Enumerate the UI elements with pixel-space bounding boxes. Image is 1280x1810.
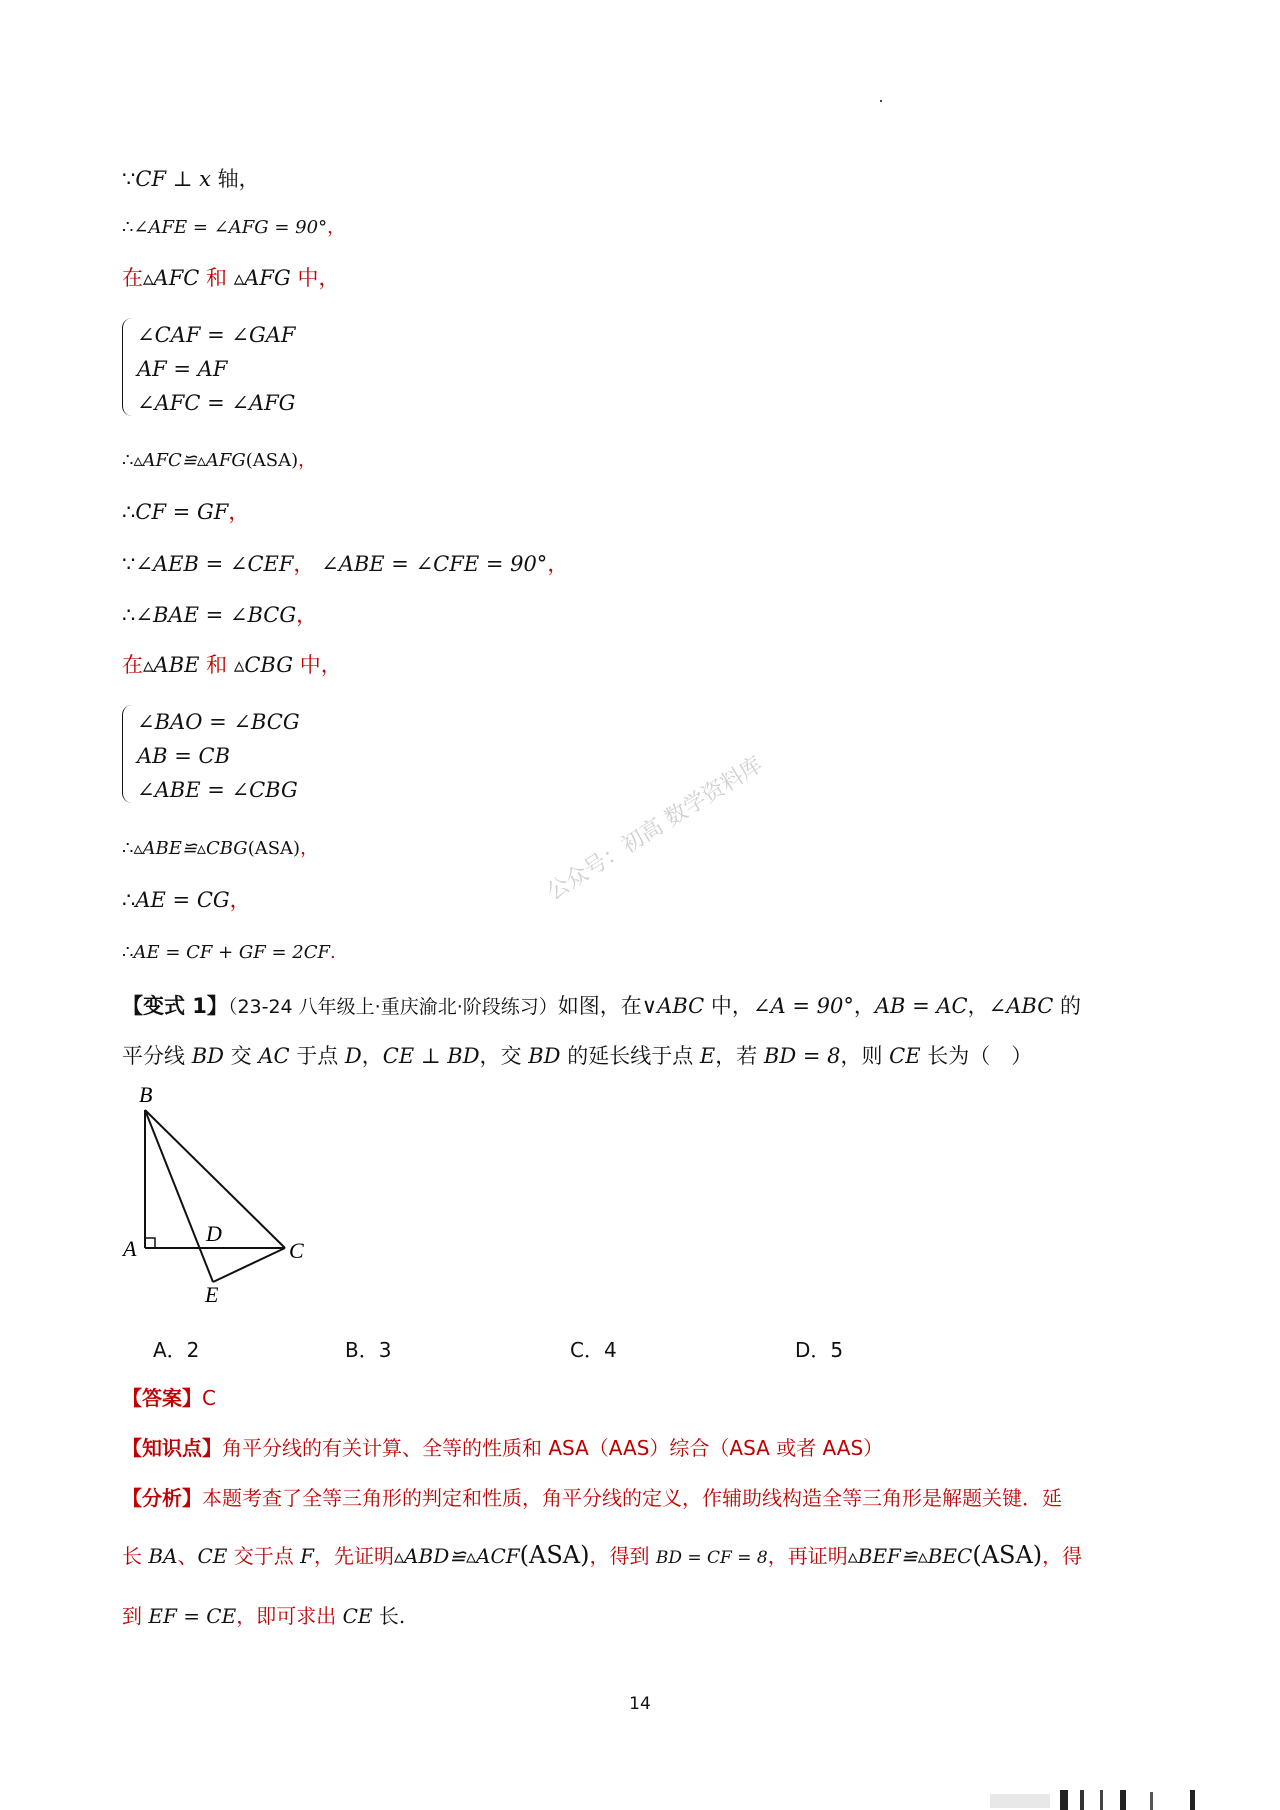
watermark: 公众号：初高 数学资料库	[542, 752, 768, 906]
knowledge-tag: 【知识点】	[122, 1436, 222, 1460]
equation-system-1: ∠CAF = ∠GAF AF = AF ∠AFC = ∠AFG	[137, 323, 296, 415]
speck	[880, 100, 882, 102]
analysis-line-3: 到 EF = CE，即可求出 CE 长.	[122, 1604, 406, 1628]
right-angle-mark	[145, 1238, 155, 1248]
analysis-line-1: 【分析】本题考查了全等三角形的判定和性质，角平分线的定义，作辅助线构造全等三角形是解题关键．延	[122, 1486, 1062, 1510]
question-source: （23-24 八年级上·重庆渝北·阶段练习）	[227, 996, 558, 1018]
option-c[interactable]: C．4	[570, 1338, 617, 1362]
answer-tag: 【答案】	[122, 1386, 202, 1410]
label-a: A	[123, 1236, 137, 1261]
page-number: 14	[629, 1694, 651, 1714]
label-e: E	[205, 1282, 219, 1307]
label-c: C	[289, 1238, 304, 1263]
answer-value: C	[202, 1386, 216, 1410]
proof-line-9: ∴▵ABE≌▵CBG(ASA)，	[122, 838, 319, 859]
proof-line-11: ∴AE = CF + GF = 2CF.	[122, 942, 336, 963]
proof-line-2: ∴∠AFE = ∠AFG = 90°，	[122, 217, 346, 238]
proof-line-10: ∴AE = CG，	[122, 888, 251, 912]
question-line-2: 平分线 BD 交 AC 于点 D，CE ⊥ BD，交 BD 的延长线于点 E，若 BD = 8，则 CE 长为（ ）	[122, 1044, 1033, 1068]
proof-line-3: 在▵AFC 和 ▵AFG 中，	[122, 266, 340, 290]
proof-line-5: ∴CF = GF，	[122, 500, 250, 524]
knowledge-text: 角平分线的有关计算、全等的性质和 ASA（AAS）综合（ASA 或者 AAS）	[222, 1436, 884, 1460]
question-line-1: 【变式 1】（23-24 八年级上·重庆渝北·阶段练习）如图，在∨ABC 中，∠A = 90°，AB = AC，∠ABC 的	[122, 994, 1081, 1018]
knowledge-line	[122, 1432, 883, 1461]
equation-system-2: ∠BAO = ∠BCG AB = CB ∠ABE = ∠CBG	[137, 710, 300, 802]
segment-be	[145, 1110, 213, 1282]
triangle-figure	[115, 1080, 335, 1310]
system-brace-1	[122, 318, 133, 416]
analysis-line-2: 长 BA、CE 交于点 F，先证明▵ABD≌▵ACF(ASA)，得到 BD = CF = 8，再证明▵BEF≌▵BEC(ASA)，得	[122, 1541, 1083, 1569]
label-d: D	[206, 1221, 222, 1246]
label-b: B	[139, 1082, 153, 1107]
scan-artifact	[990, 1790, 1250, 1810]
proof-line-4: ∴▵AFC≌▵AFG(ASA)，	[122, 450, 317, 471]
because-symbol: ∵	[122, 167, 136, 191]
proof-line-8: 在▵ABE 和 ▵CBG 中，	[122, 653, 342, 677]
analysis-tag: 【分析】	[122, 1486, 202, 1510]
question-tag: 【变式 1】	[122, 994, 228, 1018]
proof-line-7: ∴∠BAE = ∠BCG，	[122, 603, 318, 627]
proof-line-1: ∵CF ⊥ x 轴，	[122, 167, 260, 191]
proof-line-6: ∵∠AEB = ∠CEF， ∠ABE = ∠CFE = 90°，	[122, 552, 569, 576]
system-brace-2	[122, 705, 133, 803]
answer-line	[122, 1382, 216, 1411]
option-d[interactable]: D．5	[795, 1338, 844, 1362]
option-a[interactable]: A．2	[153, 1338, 200, 1362]
option-b[interactable]: B．3	[345, 1338, 392, 1362]
segment-ce	[213, 1248, 285, 1282]
